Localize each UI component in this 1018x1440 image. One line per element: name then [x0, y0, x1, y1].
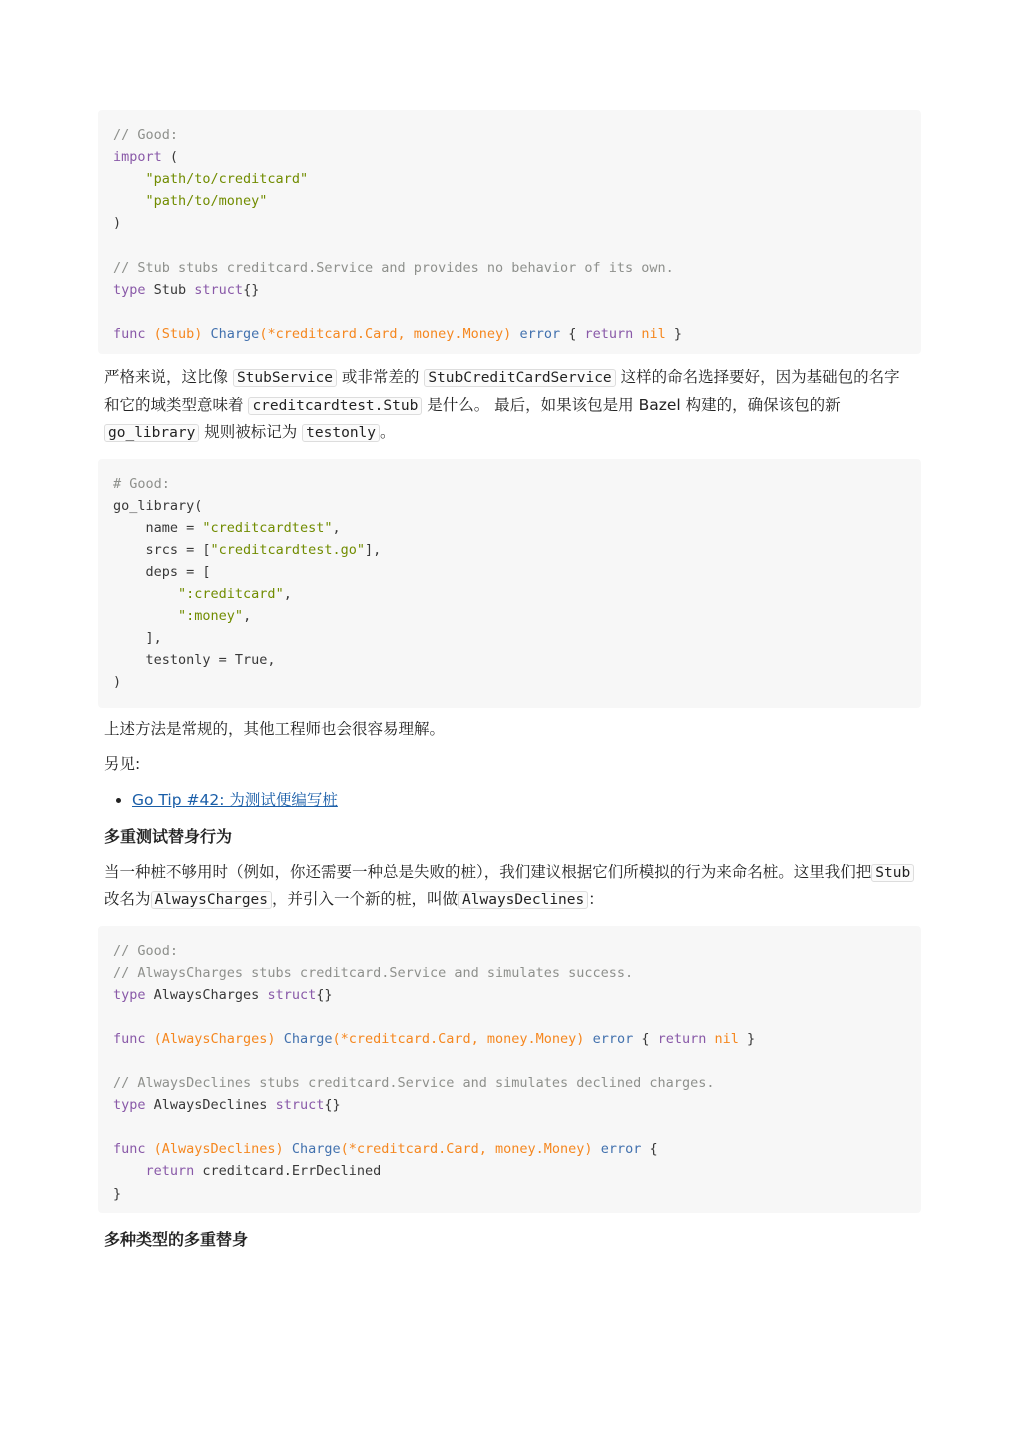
see-also-list [98, 787, 921, 813]
code-block-stub: // Good: import ( "path/to/creditcard" "path/to/money" ) // Stub stubs creditcard.Service and provides no behavior of its own. type Stub struct{} func (Stub) Charge(*creditcard.Card, money.Money) error { return nil } [98, 110, 921, 354]
inline-code-testonly: testonly [302, 424, 380, 442]
paragraph-naming-rationale: 严格来说，这比像 StubService 或非常差的 StubCreditCardService 这样的命名选择要好，因为基础包的名字和它的域类型意味着 creditcardtest.Stub 是什么。 最后，如果该包是用 Bazel 构建的，确保该包的新 go_library 规则被标记为 testonly 。 [104, 368, 900, 441]
paragraph-stub-behaviors: 当一种桩不够用时（例如，你还需要一种总是失败的桩），我们建议根据它们所模拟的行为来命名桩。这里我们把 Stub改名为 AlwaysCharges ，并引入一个新的桩，叫做 AlwaysDeclines ： [98, 859, 921, 914]
section-heading-multiple-behaviors: 多重测试替身行为 [104, 826, 233, 846]
inline-code-alwaysdeclines: AlwaysDeclines [458, 891, 588, 909]
section-heading-multiple-types: 多种类型的多重替身 [104, 1229, 249, 1249]
paragraph-see-also: 另见: [104, 755, 141, 773]
inline-code-stub: Stub [871, 864, 914, 882]
document-page [98, 110, 921, 1253]
list-item [132, 787, 921, 813]
inline-code-alwayscharges: AlwaysCharges [151, 891, 273, 909]
inline-code-stubcreditcardservice: StubCreditCardService [424, 369, 615, 387]
code-block-always-stubs: // Good: // AlwaysCharges stubs creditcard.Service and simulates success. type AlwaysCharges struct{} func (AlwaysCharges) Charge(*creditcard.Card, money.Money) error { return nil } // AlwaysDeclines stubs creditcard.Service and simulates declined charges. type AlwaysDeclines struct{} func (AlwaysDeclines) Charge(*creditcard.Card, money.Money) error { return creditcard.ErrDeclined } [98, 926, 921, 1213]
go-tip-42-link[interactable]: Go Tip #42: 为测试便编写桩 [132, 790, 338, 809]
inline-code-creditcardtest-stub: creditcardtest.Stub [248, 397, 422, 415]
inline-code-stubservice: StubService [233, 369, 337, 387]
inline-code-go-library: go_library [104, 424, 199, 442]
paragraph-conventional: 上述方法是常规的，其他工程师也会很容易理解。 [104, 719, 446, 738]
code-block-go-library: # Good: go_library( name = "creditcardtest", srcs = ["creditcardtest.go"], deps = [ ":creditcard", ":money", ], testonly = True, ) [98, 459, 921, 708]
